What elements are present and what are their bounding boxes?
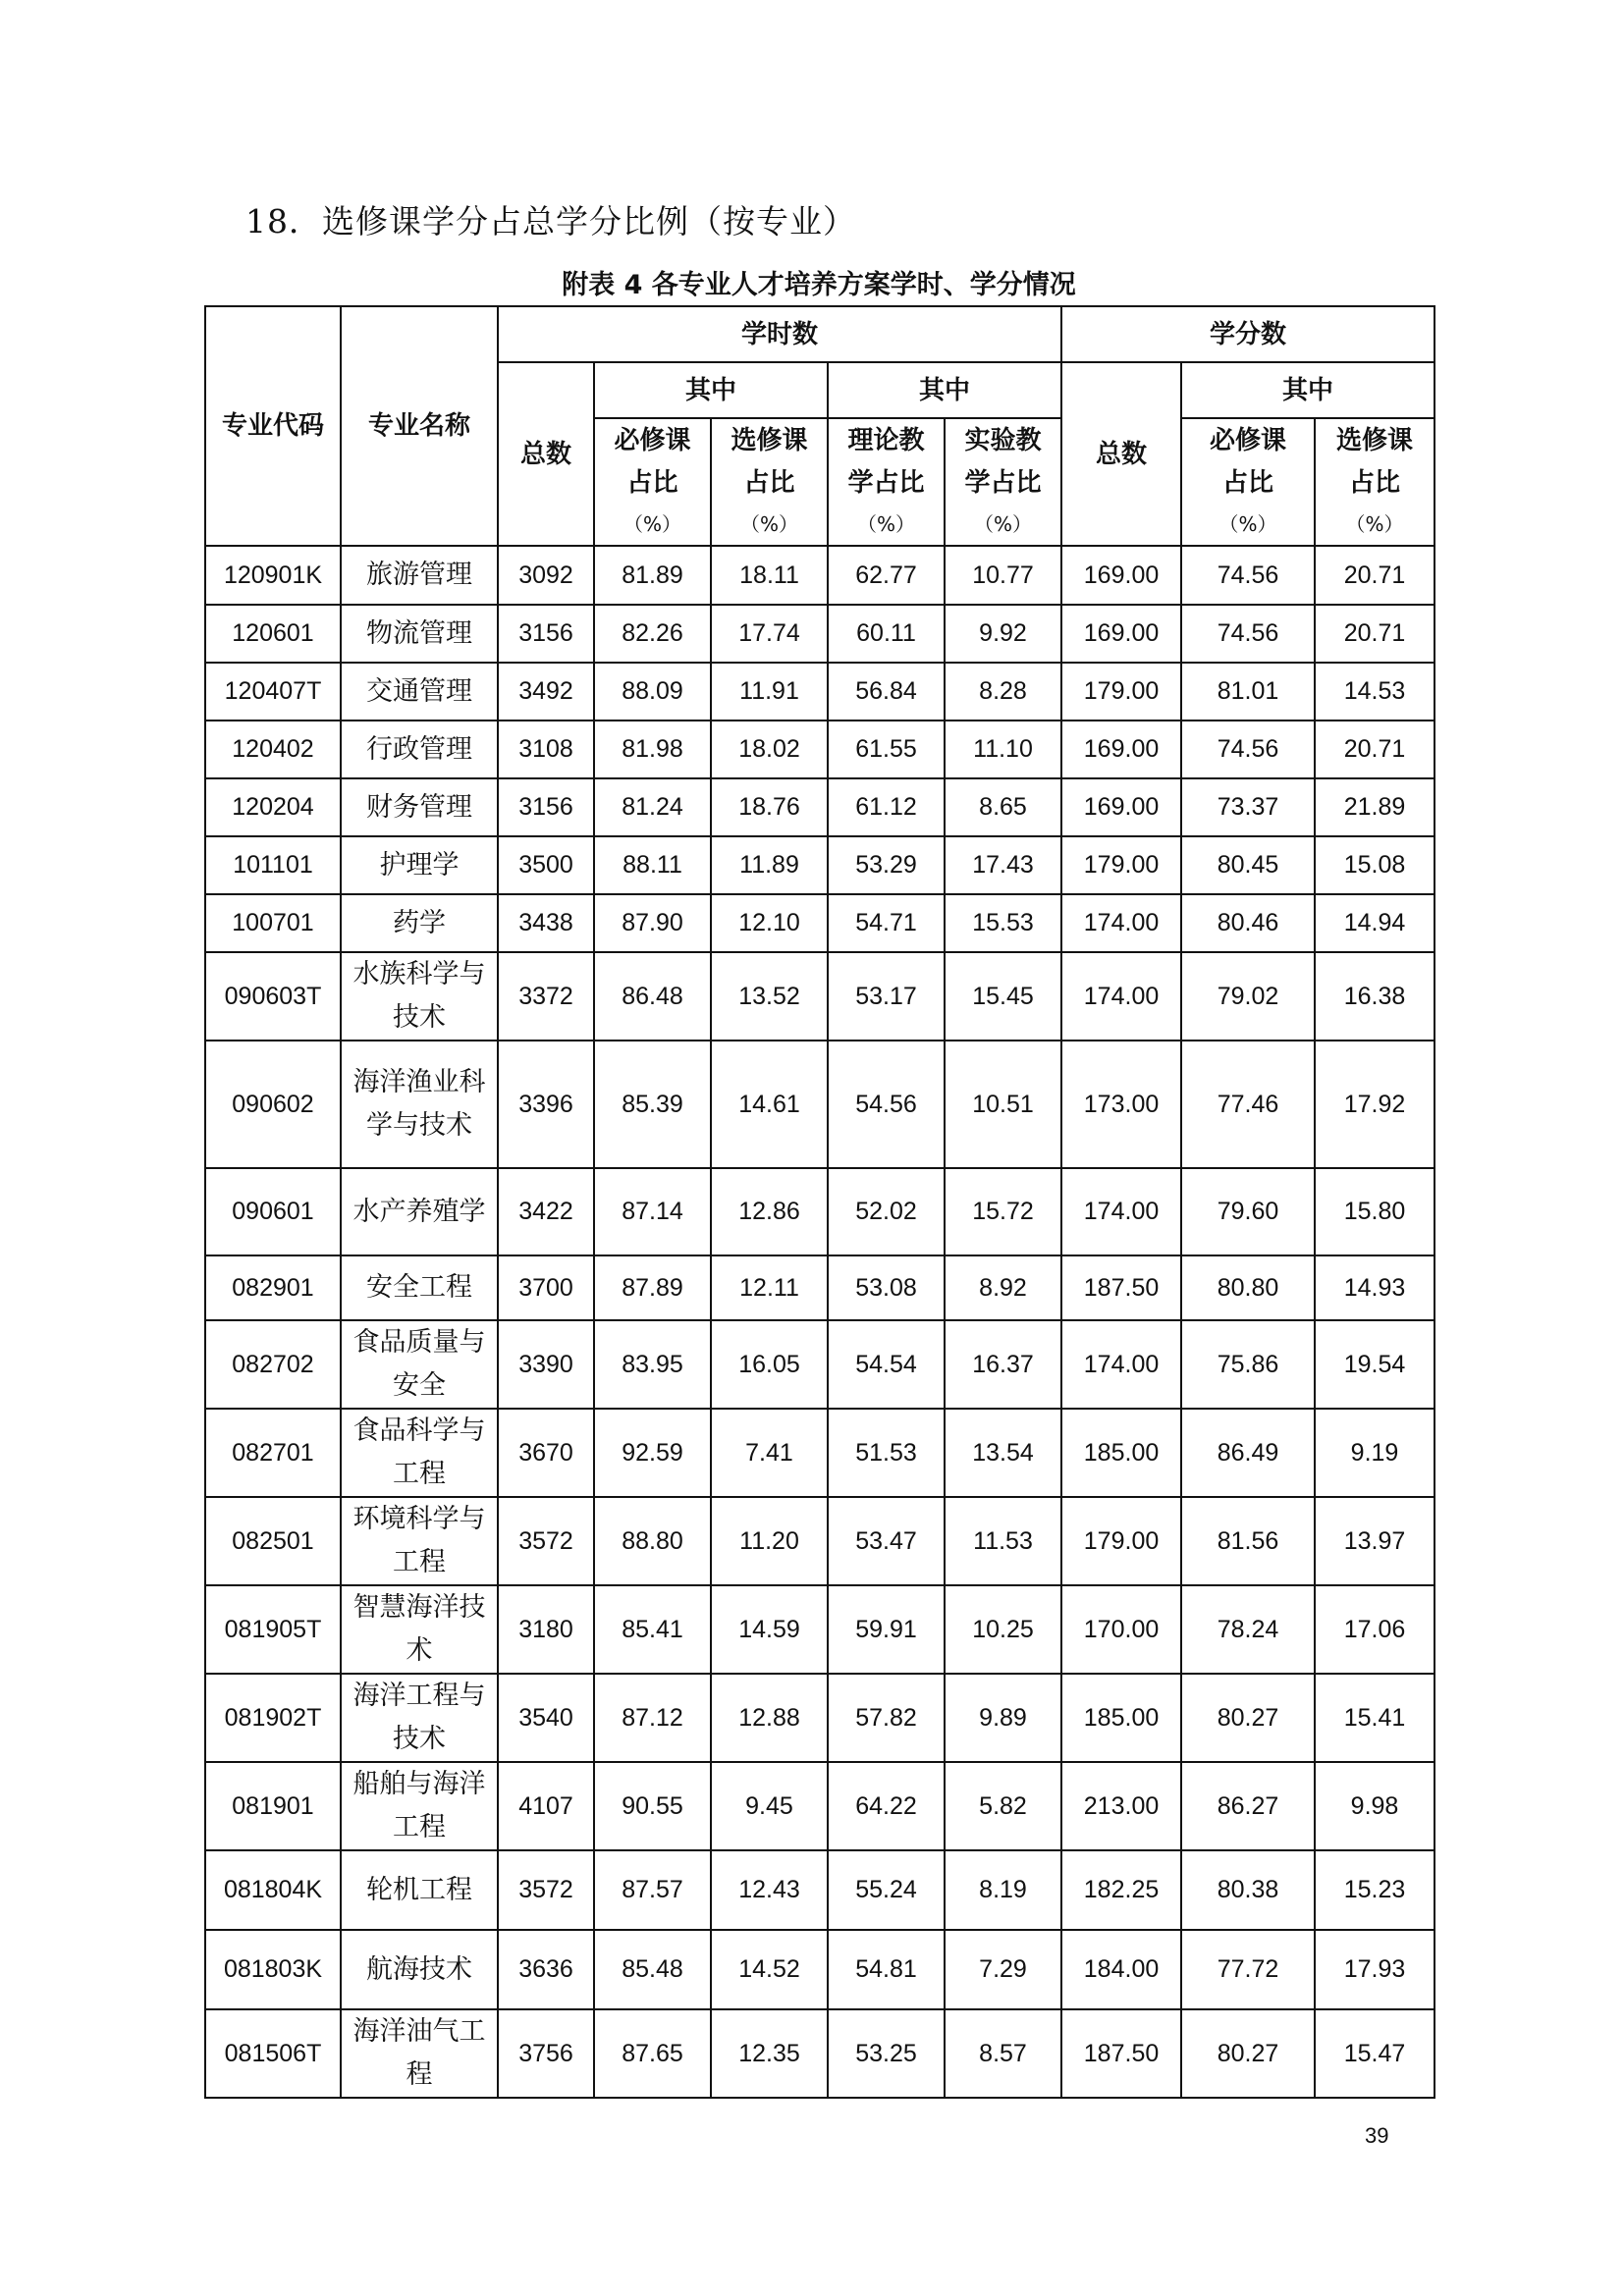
cell-creq: 80.27 xyxy=(1181,1674,1315,1762)
cell-req: 82.26 xyxy=(594,605,711,663)
cell-hours: 3572 xyxy=(498,1497,594,1585)
cell-cele: 14.94 xyxy=(1315,894,1435,952)
cell-theory: 53.08 xyxy=(828,1255,945,1320)
cell-cele: 20.71 xyxy=(1315,605,1435,663)
cell-theory: 54.54 xyxy=(828,1320,945,1409)
cell-theory: 54.56 xyxy=(828,1041,945,1168)
cell-credits: 174.00 xyxy=(1061,952,1181,1041)
cell-code: 081902T xyxy=(205,1674,341,1762)
cell-hours: 3156 xyxy=(498,778,594,836)
cell-name: 水产养殖学 xyxy=(341,1168,498,1255)
cell-req: 81.89 xyxy=(594,546,711,605)
cell-credits: 187.50 xyxy=(1061,1255,1181,1320)
cell-ele: 11.89 xyxy=(711,836,828,894)
cell-name: 安全工程 xyxy=(341,1255,498,1320)
cell-theory: 64.22 xyxy=(828,1762,945,1850)
cell-theory: 53.17 xyxy=(828,952,945,1041)
header-hours-sub-group-2: 其中 xyxy=(828,362,1061,418)
cell-cele: 15.47 xyxy=(1315,2009,1435,2098)
cell-cele: 14.53 xyxy=(1315,663,1435,721)
cell-theory: 55.24 xyxy=(828,1850,945,1930)
cell-req: 81.98 xyxy=(594,721,711,778)
cell-cele: 16.38 xyxy=(1315,952,1435,1041)
cell-ele: 11.20 xyxy=(711,1497,828,1585)
cell-ele: 18.11 xyxy=(711,546,828,605)
section-heading: 18．选修课学分占总学分比例（按专业） xyxy=(245,202,856,240)
page-number: 39 xyxy=(1365,2123,1389,2148)
header-credits-required-ratio: 必修课占比 （%） xyxy=(1181,418,1315,546)
table-row xyxy=(205,1255,1435,1320)
cell-name: 海洋渔业科学与技术 xyxy=(341,1041,498,1168)
cell-code: 081901 xyxy=(205,1762,341,1850)
cell-creq: 73.37 xyxy=(1181,778,1315,836)
cell-name: 财务管理 xyxy=(341,778,498,836)
cell-ele: 16.05 xyxy=(711,1320,828,1409)
header-credits-sub-group: 其中 xyxy=(1181,362,1435,418)
cell-creq: 80.80 xyxy=(1181,1255,1315,1320)
cell-theory: 56.84 xyxy=(828,663,945,721)
cell-name: 环境科学与工程 xyxy=(341,1497,498,1585)
cell-lab: 11.53 xyxy=(945,1497,1061,1585)
cell-theory: 53.25 xyxy=(828,2009,945,2098)
cell-creq: 79.60 xyxy=(1181,1168,1315,1255)
cell-code: 082702 xyxy=(205,1320,341,1409)
cell-credits: 182.25 xyxy=(1061,1850,1181,1930)
cell-theory: 54.71 xyxy=(828,894,945,952)
cell-lab: 15.45 xyxy=(945,952,1061,1041)
cell-ele: 12.11 xyxy=(711,1255,828,1320)
cell-name: 旅游管理 xyxy=(341,546,498,605)
cell-theory: 51.53 xyxy=(828,1409,945,1497)
cell-hours: 3756 xyxy=(498,2009,594,2098)
cell-cele: 9.98 xyxy=(1315,1762,1435,1850)
table-row xyxy=(205,1409,1435,1497)
cell-code: 082901 xyxy=(205,1255,341,1320)
cell-name: 智慧海洋技术 xyxy=(341,1585,498,1674)
cell-lab: 15.53 xyxy=(945,894,1061,952)
cell-theory: 53.47 xyxy=(828,1497,945,1585)
cell-name: 交通管理 xyxy=(341,663,498,721)
table-row xyxy=(205,721,1435,778)
cell-ele: 17.74 xyxy=(711,605,828,663)
table-row xyxy=(205,836,1435,894)
cell-ele: 14.52 xyxy=(711,1930,828,2009)
cell-cele: 19.54 xyxy=(1315,1320,1435,1409)
cell-ele: 12.10 xyxy=(711,894,828,952)
table-row xyxy=(205,952,1435,1041)
cell-code: 090602 xyxy=(205,1041,341,1168)
cell-ele: 9.45 xyxy=(711,1762,828,1850)
cell-code: 090603T xyxy=(205,952,341,1041)
cell-creq: 81.01 xyxy=(1181,663,1315,721)
cell-name: 航海技术 xyxy=(341,1930,498,2009)
cell-hours: 3700 xyxy=(498,1255,594,1320)
cell-credits: 185.00 xyxy=(1061,1674,1181,1762)
cell-req: 88.09 xyxy=(594,663,711,721)
cell-ele: 12.88 xyxy=(711,1674,828,1762)
cell-ele: 14.59 xyxy=(711,1585,828,1674)
cell-hours: 3670 xyxy=(498,1409,594,1497)
cell-cele: 15.80 xyxy=(1315,1168,1435,1255)
cell-cele: 13.97 xyxy=(1315,1497,1435,1585)
cell-credits: 184.00 xyxy=(1061,1930,1181,2009)
cell-code: 120901K xyxy=(205,546,341,605)
cell-lab: 15.72 xyxy=(945,1168,1061,1255)
cell-req: 87.12 xyxy=(594,1674,711,1762)
cell-lab: 8.19 xyxy=(945,1850,1061,1930)
cell-hours: 3092 xyxy=(498,546,594,605)
cell-code: 081506T xyxy=(205,2009,341,2098)
cell-hours: 4107 xyxy=(498,1762,594,1850)
cell-credits: 174.00 xyxy=(1061,1168,1181,1255)
cell-code: 090601 xyxy=(205,1168,341,1255)
table-body xyxy=(205,546,1435,2098)
cell-creq: 77.72 xyxy=(1181,1930,1315,2009)
cell-theory: 61.55 xyxy=(828,721,945,778)
cell-creq: 80.46 xyxy=(1181,894,1315,952)
cell-name: 食品质量与安全 xyxy=(341,1320,498,1409)
table-row xyxy=(205,1168,1435,1255)
cell-req: 85.48 xyxy=(594,1930,711,2009)
header-lab-ratio: 实验教学占比 （%） xyxy=(945,418,1061,546)
cell-cele: 9.19 xyxy=(1315,1409,1435,1497)
table-row xyxy=(205,605,1435,663)
table-row xyxy=(205,894,1435,952)
cell-cele: 17.93 xyxy=(1315,1930,1435,2009)
cell-credits: 187.50 xyxy=(1061,2009,1181,2098)
cell-lab: 7.29 xyxy=(945,1930,1061,2009)
cell-lab: 16.37 xyxy=(945,1320,1061,1409)
cell-cele: 15.41 xyxy=(1315,1674,1435,1762)
cell-ele: 12.35 xyxy=(711,2009,828,2098)
cell-theory: 54.81 xyxy=(828,1930,945,2009)
cell-name: 物流管理 xyxy=(341,605,498,663)
cell-credits: 213.00 xyxy=(1061,1762,1181,1850)
cell-creq: 74.56 xyxy=(1181,605,1315,663)
header-unit: （%） xyxy=(856,512,915,536)
cell-code: 120402 xyxy=(205,721,341,778)
cell-ele: 7.41 xyxy=(711,1409,828,1497)
cell-credits: 169.00 xyxy=(1061,721,1181,778)
cell-code: 082501 xyxy=(205,1497,341,1585)
cell-lab: 10.25 xyxy=(945,1585,1061,1674)
cell-name: 海洋工程与技术 xyxy=(341,1674,498,1762)
header-unit: （%） xyxy=(1345,512,1404,536)
cell-lab: 9.92 xyxy=(945,605,1061,663)
cell-creq: 78.24 xyxy=(1181,1585,1315,1674)
table-row xyxy=(205,2009,1435,2098)
cell-credits: 179.00 xyxy=(1061,663,1181,721)
cell-cele: 20.71 xyxy=(1315,721,1435,778)
cell-code: 081803K xyxy=(205,1930,341,2009)
table-row xyxy=(205,546,1435,605)
table-row xyxy=(205,1585,1435,1674)
cell-code: 120601 xyxy=(205,605,341,663)
cell-creq: 86.27 xyxy=(1181,1762,1315,1850)
cell-credits: 174.00 xyxy=(1061,1320,1181,1409)
cell-creq: 86.49 xyxy=(1181,1409,1315,1497)
table-header xyxy=(205,306,1435,546)
header-elective-ratio: 选修课占比 （%） xyxy=(711,418,828,546)
cell-lab: 17.43 xyxy=(945,836,1061,894)
table-row xyxy=(205,1497,1435,1585)
cell-name: 护理学 xyxy=(341,836,498,894)
header-theory-ratio: 理论教学占比 （%） xyxy=(828,418,945,546)
cell-creq: 80.45 xyxy=(1181,836,1315,894)
table-row xyxy=(205,1850,1435,1930)
cell-code: 081905T xyxy=(205,1585,341,1674)
cell-lab: 13.54 xyxy=(945,1409,1061,1497)
cell-cele: 21.89 xyxy=(1315,778,1435,836)
cell-creq: 77.46 xyxy=(1181,1041,1315,1168)
cell-hours: 3636 xyxy=(498,1930,594,2009)
header-name: 专业名称 xyxy=(341,306,498,546)
cell-theory: 53.29 xyxy=(828,836,945,894)
cell-req: 87.89 xyxy=(594,1255,711,1320)
header-unit: （%） xyxy=(739,512,798,536)
cell-lab: 8.28 xyxy=(945,663,1061,721)
table-row xyxy=(205,1674,1435,1762)
cell-code: 081804K xyxy=(205,1850,341,1930)
table-row xyxy=(205,778,1435,836)
cell-name: 行政管理 xyxy=(341,721,498,778)
table-row xyxy=(205,1762,1435,1850)
cell-creq: 80.27 xyxy=(1181,2009,1315,2098)
cell-lab: 8.65 xyxy=(945,778,1061,836)
header-unit: （%） xyxy=(1218,512,1277,536)
cell-name: 药学 xyxy=(341,894,498,952)
cell-lab: 5.82 xyxy=(945,1762,1061,1850)
table-row xyxy=(205,1041,1435,1168)
cell-req: 86.48 xyxy=(594,952,711,1041)
cell-cele: 15.08 xyxy=(1315,836,1435,894)
table-row xyxy=(205,1930,1435,2009)
cell-req: 92.59 xyxy=(594,1409,711,1497)
cell-credits: 169.00 xyxy=(1061,605,1181,663)
cell-credits: 169.00 xyxy=(1061,546,1181,605)
cell-hours: 3372 xyxy=(498,952,594,1041)
cell-hours: 3390 xyxy=(498,1320,594,1409)
cell-lab: 11.10 xyxy=(945,721,1061,778)
header-unit: （%） xyxy=(974,512,1033,536)
cell-credits: 173.00 xyxy=(1061,1041,1181,1168)
header-code: 专业代码 xyxy=(205,306,341,546)
cell-theory: 60.11 xyxy=(828,605,945,663)
cell-theory: 59.91 xyxy=(828,1585,945,1674)
cell-req: 85.39 xyxy=(594,1041,711,1168)
cell-creq: 74.56 xyxy=(1181,721,1315,778)
cell-req: 87.57 xyxy=(594,1850,711,1930)
cell-req: 90.55 xyxy=(594,1762,711,1850)
cell-hours: 3572 xyxy=(498,1850,594,1930)
header-unit: （%） xyxy=(623,512,681,536)
cell-theory: 52.02 xyxy=(828,1168,945,1255)
cell-hours: 3108 xyxy=(498,721,594,778)
cell-ele: 13.52 xyxy=(711,952,828,1041)
cell-cele: 17.06 xyxy=(1315,1585,1435,1674)
cell-creq: 74.56 xyxy=(1181,546,1315,605)
cell-theory: 62.77 xyxy=(828,546,945,605)
header-credits-elective-ratio: 选修课占比 （%） xyxy=(1315,418,1435,546)
cell-creq: 80.38 xyxy=(1181,1850,1315,1930)
cell-ele: 11.91 xyxy=(711,663,828,721)
cell-hours: 3422 xyxy=(498,1168,594,1255)
header-credits-total: 总数 xyxy=(1061,362,1181,546)
cell-hours: 3180 xyxy=(498,1585,594,1674)
cell-lab: 8.92 xyxy=(945,1255,1061,1320)
cell-ele: 18.02 xyxy=(711,721,828,778)
cell-req: 87.90 xyxy=(594,894,711,952)
cell-code: 082701 xyxy=(205,1409,341,1497)
cell-name: 轮机工程 xyxy=(341,1850,498,1930)
cell-lab: 10.51 xyxy=(945,1041,1061,1168)
cell-name: 食品科学与工程 xyxy=(341,1409,498,1497)
cell-req: 87.65 xyxy=(594,2009,711,2098)
table-caption: 附表 4 各专业人才培养方案学时、学分情况 xyxy=(562,270,1076,300)
cell-name: 水族科学与技术 xyxy=(341,952,498,1041)
cell-req: 81.24 xyxy=(594,778,711,836)
header-hours-total: 总数 xyxy=(498,362,594,546)
cell-hours: 3500 xyxy=(498,836,594,894)
cell-req: 88.11 xyxy=(594,836,711,894)
cell-name: 船舶与海洋工程 xyxy=(341,1762,498,1850)
cell-cele: 14.93 xyxy=(1315,1255,1435,1320)
cell-ele: 12.86 xyxy=(711,1168,828,1255)
cell-ele: 12.43 xyxy=(711,1850,828,1930)
cell-req: 88.80 xyxy=(594,1497,711,1585)
cell-credits: 179.00 xyxy=(1061,836,1181,894)
cell-hours: 3492 xyxy=(498,663,594,721)
cell-name: 海洋油气工程 xyxy=(341,2009,498,2098)
cell-credits: 170.00 xyxy=(1061,1585,1181,1674)
cell-hours: 3156 xyxy=(498,605,594,663)
header-credits-group: 学分数 xyxy=(1061,306,1435,362)
cell-code: 100701 xyxy=(205,894,341,952)
cell-hours: 3540 xyxy=(498,1674,594,1762)
cell-theory: 61.12 xyxy=(828,778,945,836)
curriculum-table xyxy=(204,305,1435,2099)
cell-credits: 169.00 xyxy=(1061,778,1181,836)
cell-lab: 9.89 xyxy=(945,1674,1061,1762)
cell-creq: 81.56 xyxy=(1181,1497,1315,1585)
cell-ele: 18.76 xyxy=(711,778,828,836)
cell-req: 87.14 xyxy=(594,1168,711,1255)
header-hours-sub-group-1: 其中 xyxy=(594,362,828,418)
cell-theory: 57.82 xyxy=(828,1674,945,1762)
cell-req: 83.95 xyxy=(594,1320,711,1409)
cell-code: 101101 xyxy=(205,836,341,894)
cell-code: 120407T xyxy=(205,663,341,721)
cell-credits: 179.00 xyxy=(1061,1497,1181,1585)
header-hours-group: 学时数 xyxy=(498,306,1061,362)
cell-hours: 3396 xyxy=(498,1041,594,1168)
cell-creq: 75.86 xyxy=(1181,1320,1315,1409)
cell-req: 85.41 xyxy=(594,1585,711,1674)
cell-cele: 20.71 xyxy=(1315,546,1435,605)
table-row xyxy=(205,1320,1435,1409)
cell-credits: 185.00 xyxy=(1061,1409,1181,1497)
table-row xyxy=(205,663,1435,721)
cell-creq: 79.02 xyxy=(1181,952,1315,1041)
cell-cele: 17.92 xyxy=(1315,1041,1435,1168)
cell-credits: 174.00 xyxy=(1061,894,1181,952)
cell-lab: 8.57 xyxy=(945,2009,1061,2098)
cell-code: 120204 xyxy=(205,778,341,836)
cell-hours: 3438 xyxy=(498,894,594,952)
cell-cele: 15.23 xyxy=(1315,1850,1435,1930)
header-required-ratio: 必修课占比 （%） xyxy=(594,418,711,546)
cell-ele: 14.61 xyxy=(711,1041,828,1168)
cell-lab: 10.77 xyxy=(945,546,1061,605)
